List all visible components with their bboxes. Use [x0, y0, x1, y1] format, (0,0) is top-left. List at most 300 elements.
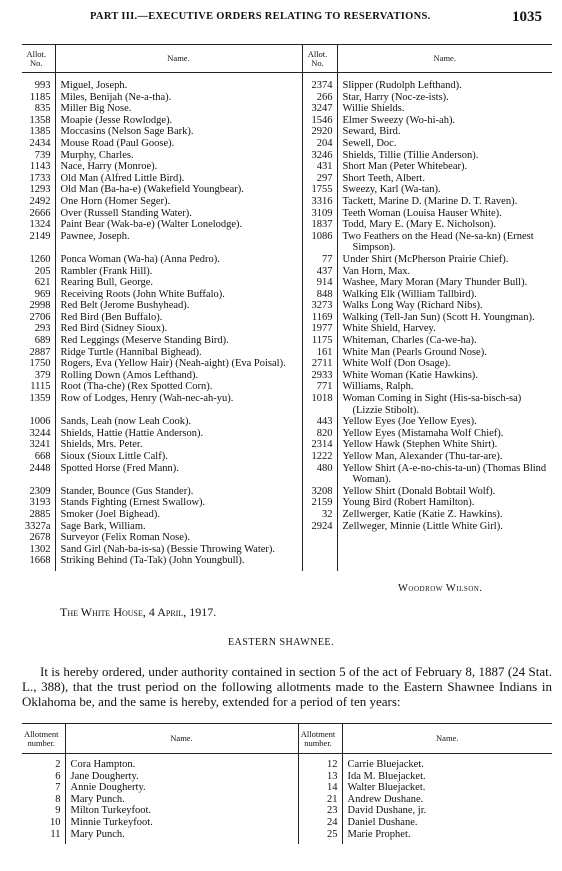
allottee-name: [55, 254, 302, 266]
allotment-table: [22, 44, 552, 571]
allottee-name-text: Teeth Woman (Louisa Hauser White).: [342, 207, 502, 219]
allottee-name: [55, 509, 302, 521]
column-header-name: Name.: [433, 53, 456, 63]
allottee-name: [337, 323, 552, 335]
table-row: [22, 335, 552, 347]
allottee-name: [55, 231, 302, 254]
allottee-name-text: Willie Shields.: [342, 103, 405, 115]
allottee-name-text: Elmer Sweezy (Wo-hi-ah).: [342, 114, 456, 126]
allotment-number: 1302: [22, 544, 55, 556]
table-row: [22, 150, 552, 162]
table-row: [22, 393, 552, 416]
allottee-name-text: Short Teeth, Albert.: [342, 172, 425, 184]
column-header-allotment-number: Allotment number.: [298, 724, 342, 754]
allotment-number: 1755: [302, 184, 337, 196]
allotment-number: 2492: [22, 196, 55, 208]
table-row: [22, 521, 552, 533]
allottee-name-text: Shields, Mrs. Peter.: [60, 439, 143, 451]
allotment-number: 1324: [22, 219, 55, 231]
allottee-name-text: Shields, Hattie (Hattie Anderson).: [60, 427, 204, 439]
allottee-name: [342, 817, 552, 829]
allotment-number: 32: [302, 509, 337, 521]
allottee-name: [337, 521, 552, 533]
allottee-name-text: Red Bird (Sidney Sioux).: [60, 323, 168, 335]
table-row: [22, 184, 552, 196]
table-row: [22, 92, 552, 104]
allottee-name: [337, 335, 552, 347]
allottee-name-text: Sage Bark, William.: [60, 520, 146, 532]
allotment-number: 1115: [22, 381, 55, 393]
allottee-name-text: Root (Tha-che) (Rex Spotted Corn).: [60, 381, 213, 393]
allottee-name: [55, 150, 302, 162]
allottee-name-text: Williams, Ralph.: [342, 381, 414, 393]
allotment-number: 820: [302, 428, 337, 440]
allottee-name: [342, 754, 552, 771]
allottee-name: [65, 794, 298, 806]
allottee-name-text: Minnie Turkeyfoot.: [70, 816, 153, 828]
allottee-name-text: Zellwerger, Katie (Katie Z. Hawkins).: [342, 508, 503, 520]
allottee-name: [65, 829, 298, 841]
table-row: [22, 323, 552, 335]
allotment-number: 1733: [22, 173, 55, 185]
allottee-name: [55, 358, 302, 370]
allottee-name-text: Walks Long Way (Richard Nibs).: [342, 300, 483, 312]
allottee-name-text: Ida M. Bluejacket.: [347, 770, 426, 782]
allotment-number: 24: [298, 817, 342, 829]
allotment-number: 1385: [22, 126, 55, 138]
allotment-number: 3109: [302, 208, 337, 220]
allotment-number: 993: [22, 73, 55, 92]
allottee-name: [55, 451, 302, 463]
table-row: [22, 347, 552, 359]
allottee-name-text: Surveyor (Felix Roman Nose).: [60, 532, 190, 544]
allottee-name-text: Moapie (Jesse Rowlodge).: [60, 114, 173, 126]
allottee-name-text: White Wolf (Don Osage).: [342, 358, 451, 370]
allotment-number: 25: [298, 829, 342, 841]
allottee-name: [337, 358, 552, 370]
allotment-number: 3193: [22, 497, 55, 509]
allotment-number: 161: [302, 347, 337, 359]
allottee-name: [337, 126, 552, 138]
allottee-name-text: Sweezy, Karl (Wa-tan).: [342, 184, 441, 196]
allottee-name-text: Slipper (Rudolph Lefthand).: [342, 80, 462, 91]
allottee-name: [337, 428, 552, 440]
allotment-number: 2448: [22, 463, 55, 486]
allotment-number: [302, 544, 337, 556]
allotment-number: 2920: [302, 126, 337, 138]
allottee-name-text: Rearing Bull, George.: [60, 277, 154, 289]
allottee-name-text: Old Man (Ba-ha-e) (Wakefield Youngbear).: [60, 184, 244, 196]
allottee-name-text: Walking Elk (William Tallbird).: [342, 288, 477, 300]
allotment-number: 1006: [22, 416, 55, 428]
allotment-number: [302, 555, 337, 567]
allottee-name: [55, 393, 302, 416]
allottee-name: [337, 73, 552, 92]
allottee-name-text: Red Leggings (Meserve Standing Bird).: [60, 335, 229, 347]
allottee-name: [55, 196, 302, 208]
allottee-name-text: Rolling Down (Amos Lefthand).: [60, 369, 199, 381]
allottee-name-text: Andrew Dushane.: [347, 793, 424, 805]
allottee-name: [337, 254, 552, 266]
table-row: [22, 555, 552, 567]
allotment-number: 2706: [22, 312, 55, 324]
running-title: PART III.—EXECUTIVE ORDERS RELATING TO RESERVATIONS.: [90, 11, 431, 22]
allottee-name: [337, 439, 552, 451]
allottee-name-text: Yellow Man, Alexander (Thu-tar-are).: [342, 451, 503, 462]
allottee-name-text: Row of Lodges, Henry (Wah-nec-ah-yu).: [60, 393, 234, 405]
table-bottom-spacer: [22, 567, 552, 571]
allotment-number: 12: [298, 754, 342, 771]
allottee-name: [55, 92, 302, 104]
allottee-name-text: Mary Punch.: [70, 793, 125, 805]
allottee-name-text: Over (Russell Standing Water).: [60, 207, 192, 219]
allotment-number: 1169: [302, 312, 337, 324]
table-row: [22, 428, 552, 440]
allottee-name: [55, 486, 302, 498]
allotment-number: 3244: [22, 428, 55, 440]
table-row: [22, 497, 552, 509]
allottee-name-text: Ridge Turtle (Hannibal Bighead).: [60, 346, 202, 358]
allottee-name: [55, 323, 302, 335]
table-row: [22, 138, 552, 150]
allottee-name-text: Miller Big Nose.: [60, 103, 132, 115]
allottee-name: [55, 463, 302, 486]
allotment-number: 1668: [22, 555, 55, 567]
allottee-name: [342, 829, 552, 841]
allottee-name: [55, 370, 302, 382]
allottee-name: [342, 794, 552, 806]
signature-place-date: The White House, 4 April, 1917.: [60, 605, 217, 619]
allotment-number: 848: [302, 289, 337, 301]
allotment-number: 13: [298, 771, 342, 783]
allottee-name: [337, 231, 552, 254]
section-title: EASTERN SHAWNEE.: [227, 637, 335, 648]
allottee-name: [337, 416, 552, 428]
allottee-name: [337, 150, 552, 162]
column-header-allotment-number: Allotment number.: [22, 724, 65, 754]
allotment-number: 23: [298, 805, 342, 817]
order-paragraph: It is hereby ordered, under authority contained in section 5 of the act of February 8, 1887 (24 Stat. L., 388), that the trust period on the following allotments made to the Eastern Shawnee Indians in Oklahoma be, and the same is hereby, extended for a period of ten years:: [22, 664, 552, 709]
allottee-name-text: Miguel, Joseph.: [60, 80, 128, 91]
allotment-number: 1018: [302, 393, 337, 416]
allotment-number: 2885: [22, 509, 55, 521]
table-row: [22, 115, 552, 127]
allotment-number: 739: [22, 150, 55, 162]
allottee-name-text: Seward, Bird.: [342, 126, 401, 138]
allotment-number: [302, 532, 337, 544]
allottee-name-text: Yellow Shirt (A-e-no-chis-ta-un) (Thomas Blind Woman).: [342, 462, 547, 486]
allotment-number: 1546: [302, 115, 337, 127]
allottee-name-text: White Man (Pearls Ground Nose).: [342, 346, 487, 358]
allotment-number: 443: [302, 416, 337, 428]
allottee-name: [65, 754, 298, 771]
allottee-name-text: Sioux (Sioux Little Calf).: [60, 451, 168, 462]
allottee-name: [55, 277, 302, 289]
allottee-name: [55, 312, 302, 324]
allottee-name: [55, 497, 302, 509]
allottee-name: [337, 208, 552, 220]
table-row: [22, 126, 552, 138]
table-row: [22, 486, 552, 498]
allotment-number: 2374: [302, 73, 337, 92]
allottee-name: [65, 782, 298, 794]
allottee-name-text: Yellow Shirt (Donald Bobtail Wolf).: [342, 485, 496, 497]
allottee-name-text: Yellow Eyes (Mistamaha Wolf Chief).: [342, 427, 504, 439]
allotment-number: 437: [302, 266, 337, 278]
allotment-number: 293: [22, 323, 55, 335]
allottee-name-text: Mary Punch.: [70, 828, 125, 840]
allottee-name-text: Cora Hampton.: [70, 759, 136, 770]
allottee-name-text: Sands, Leah (now Leah Cook).: [60, 416, 192, 428]
allottee-name-text: Annie Dougherty.: [70, 782, 146, 794]
allotment-number: 1977: [302, 323, 337, 335]
allottee-name: [342, 805, 552, 817]
allottee-name-text: White Shield, Harvey.: [342, 323, 436, 335]
page-header: [0, 9, 562, 27]
allotment-number: 621: [22, 277, 55, 289]
allottee-name-text: Paint Bear (Wak-ba-e) (Walter Lonelodge).: [60, 219, 243, 231]
allotment-number: 3246: [302, 150, 337, 162]
allotment-number: 2666: [22, 208, 55, 220]
allottee-name-text: Star, Harry (Noc-ze-ists).: [342, 91, 449, 103]
allotment-number: 14: [298, 782, 342, 794]
allotment-number: 9: [22, 805, 65, 817]
allottee-name-text: Todd, Mary E. (Mary E. Nicholson).: [342, 219, 497, 231]
allotment-number: 1359: [22, 393, 55, 416]
allotment-number: 1750: [22, 358, 55, 370]
allottee-name: [55, 428, 302, 440]
allottee-name: [55, 532, 302, 544]
allottee-name: [55, 173, 302, 185]
allottee-name-text: Walking (Tell-Jan Sun) (Scott H. Youngman).: [342, 311, 535, 323]
allottee-name-text: Rogers, Eva (Yellow Hair) (Neah-aight) (Eva Poisal).: [60, 358, 286, 370]
allotment-number: 1143: [22, 161, 55, 173]
allotment-number: 2309: [22, 486, 55, 498]
allottee-name: [337, 219, 552, 231]
allottee-name: [55, 521, 302, 533]
allotment-number: 2: [22, 754, 65, 771]
allottee-name-text: Shields, Tillie (Tillie Anderson).: [342, 149, 479, 161]
allotment-number: 3273: [302, 300, 337, 312]
allotment-number: 3247: [302, 103, 337, 115]
allottee-name-text: Marie Prophet.: [347, 828, 411, 840]
allotment-number: 480: [302, 463, 337, 486]
allotment-number: 668: [22, 451, 55, 463]
allottee-name: [55, 115, 302, 127]
allotment-number: 1293: [22, 184, 55, 196]
allottee-name-text: Striking Behind (Ta-Tak) (John Youngbull).: [60, 555, 245, 567]
allottee-name-text: Jane Dougherty.: [70, 770, 139, 782]
allottee-name: [337, 115, 552, 127]
signature-signer: Woodrow Wilson.: [398, 583, 483, 594]
allottee-name-text: Washee, Mary Moran (Mary Thunder Bull).: [342, 277, 528, 289]
table-row: [22, 161, 552, 173]
allottee-name: [337, 393, 552, 416]
allottee-name: [337, 463, 552, 486]
table-row: [22, 532, 552, 544]
column-header-allot-no: Allot. No.: [302, 45, 337, 73]
allottee-name: [337, 173, 552, 185]
allottee-name: [55, 138, 302, 150]
allottee-name-text: Murphy, Charles.: [60, 149, 134, 161]
allottee-name-text: Red Belt (Jerome Bushyhead).: [60, 300, 190, 312]
allottee-name: [55, 544, 302, 556]
allottee-name-text: Woman Coming in Sight (His-sa-bisch-sa) (Lizzie Stibolt).: [342, 393, 522, 416]
allotment-number: 6: [22, 771, 65, 783]
allotment-number: 3208: [302, 486, 337, 498]
allotment-number: 2887: [22, 347, 55, 359]
allotment-number: 2149: [22, 231, 55, 254]
allottee-name: [55, 289, 302, 301]
allottee-name-text: White Woman (Katie Hawkins).: [342, 369, 478, 381]
column-header-name: Name.: [436, 733, 459, 743]
allottee-name-text: Mouse Road (Paul Goose).: [60, 137, 175, 149]
allottee-name: [337, 347, 552, 359]
allotment-number: 3316: [302, 196, 337, 208]
allottee-name: [55, 439, 302, 451]
table-row: [22, 544, 552, 556]
allotment-number: 2434: [22, 138, 55, 150]
allottee-name: [55, 335, 302, 347]
allottee-name: [55, 208, 302, 220]
allottee-name: [65, 771, 298, 783]
allottee-name-text: Carrie Bluejacket.: [347, 759, 424, 770]
allottee-name: [337, 289, 552, 301]
column-header-name: Name.: [65, 724, 298, 754]
allotment-number: 77: [302, 254, 337, 266]
allotment-number: 835: [22, 103, 55, 115]
allotment-number: 914: [302, 277, 337, 289]
allotment-number: 266: [302, 92, 337, 104]
allotment-number: 205: [22, 266, 55, 278]
allottee-name-text: Whiteman, Charles (Ca-we-ha).: [342, 335, 477, 347]
allottee-name-text: Daniel Dushane.: [347, 816, 418, 828]
table-row: [22, 196, 552, 208]
allotment-number: 1222: [302, 451, 337, 463]
allottee-name: [337, 103, 552, 115]
allottee-name-text: Ponca Woman (Wa-ha) (Anna Pedro).: [60, 253, 220, 265]
allottee-name: [55, 347, 302, 359]
table-row: [22, 289, 552, 301]
allottee-name: [337, 555, 552, 567]
allottee-name-text: Tackett, Marine D. (Marine D. T. Raven).: [342, 195, 518, 207]
allottee-name-text: David Dushane, jr.: [347, 805, 427, 817]
allottee-name-text: Moccasins (Nelson Sage Bark).: [60, 126, 194, 138]
allotment-number: 2998: [22, 300, 55, 312]
allottee-name: [337, 370, 552, 382]
table-row: [22, 782, 552, 794]
table-row: [22, 805, 552, 817]
allottee-name: [342, 782, 552, 794]
allotment-number: 21: [298, 794, 342, 806]
allottee-name: [55, 266, 302, 278]
table-bottom-spacer: [22, 840, 552, 844]
allotment-number: 689: [22, 335, 55, 347]
allottee-name: [337, 138, 552, 150]
column-header-allot-no: Allot. No.: [22, 45, 55, 73]
table-row: [22, 370, 552, 382]
table-row: [22, 509, 552, 521]
allottee-name: [55, 300, 302, 312]
allottee-name-text: Sand Girl (Nah-ba-is-sa) (Bessie Throwing Water).: [60, 543, 276, 555]
table-row: [22, 754, 552, 771]
allottee-name: [337, 184, 552, 196]
allottee-name-text: Yellow Eyes (Joe Yellow Eyes).: [342, 416, 477, 428]
allottee-name: [337, 312, 552, 324]
allotment-number: 379: [22, 370, 55, 382]
allottee-name: [342, 771, 552, 783]
allotment-number: 2314: [302, 439, 337, 451]
allottee-name: [55, 103, 302, 115]
allottee-name: [337, 266, 552, 278]
allottee-name: [337, 196, 552, 208]
allottee-name: [55, 381, 302, 393]
allottee-name: [337, 486, 552, 498]
allotment-number: 2159: [302, 497, 337, 509]
allottee-name-text: Pawnee, Joseph.: [60, 230, 130, 242]
allotment-number: 1185: [22, 92, 55, 104]
allottee-name-text: Receiving Roots (John White Buffalo).: [60, 288, 225, 300]
allotment-number: 297: [302, 173, 337, 185]
allottee-name-text: Miles, Benijah (Ne-a-tha).: [60, 91, 172, 103]
allottee-name: [65, 817, 298, 829]
table-row: [22, 173, 552, 185]
allottee-name: [55, 161, 302, 173]
allottee-name: [337, 497, 552, 509]
table-row: [22, 219, 552, 231]
allottee-name-text: Two Feathers on the Head (Ne-sa-kn) (Ernest Simpson).: [342, 230, 534, 254]
allottee-name-text: Yellow Hawk (Stephen White Shirt).: [342, 439, 498, 451]
table-row: [22, 73, 552, 92]
table-row: [22, 231, 552, 254]
allottee-name: [337, 451, 552, 463]
allottee-name-text: Van Horn, Max.: [342, 265, 411, 277]
allottee-name-text: Spotted Horse (Fred Mann).: [60, 462, 179, 474]
allottee-name: [337, 532, 552, 544]
table-row: [22, 312, 552, 324]
allotment-number: 204: [302, 138, 337, 150]
allottee-name-text: Red Bird (Ben Buffalo).: [60, 311, 163, 323]
allottee-name: [337, 161, 552, 173]
allotment-number: 431: [302, 161, 337, 173]
allotment-number: 11: [22, 829, 65, 841]
allottee-name: [337, 509, 552, 521]
allottee-name: [55, 219, 302, 231]
allottee-name-text: Stands Fighting (Ernest Swallow).: [60, 497, 206, 509]
allotment-number: 1086: [302, 231, 337, 254]
allottee-name-text: Stander, Bounce (Gus Stander).: [60, 485, 194, 497]
allotment-number: 2678: [22, 532, 55, 544]
column-header-name: Name.: [55, 45, 302, 73]
allottee-name: [55, 126, 302, 138]
table-row: [22, 416, 552, 428]
allottee-name-text: Milton Turkeyfoot.: [70, 805, 152, 817]
allotment-number: 1358: [22, 115, 55, 127]
allottee-name: [55, 73, 302, 92]
table-row: [22, 381, 552, 393]
allottee-name-text: Walter Bluejacket.: [347, 782, 426, 794]
allotment-number: 2711: [302, 358, 337, 370]
table-row: [22, 254, 552, 266]
allottee-name: [337, 300, 552, 312]
allottee-name: [337, 92, 552, 104]
allotment-number: 1837: [302, 219, 337, 231]
table-row: [22, 451, 552, 463]
allottee-name-text: Under Shirt (McPherson Prairie Chief).: [342, 253, 509, 265]
allotment-number: 1260: [22, 254, 55, 266]
allotment-number: 969: [22, 289, 55, 301]
allotment-number: 2933: [302, 370, 337, 382]
